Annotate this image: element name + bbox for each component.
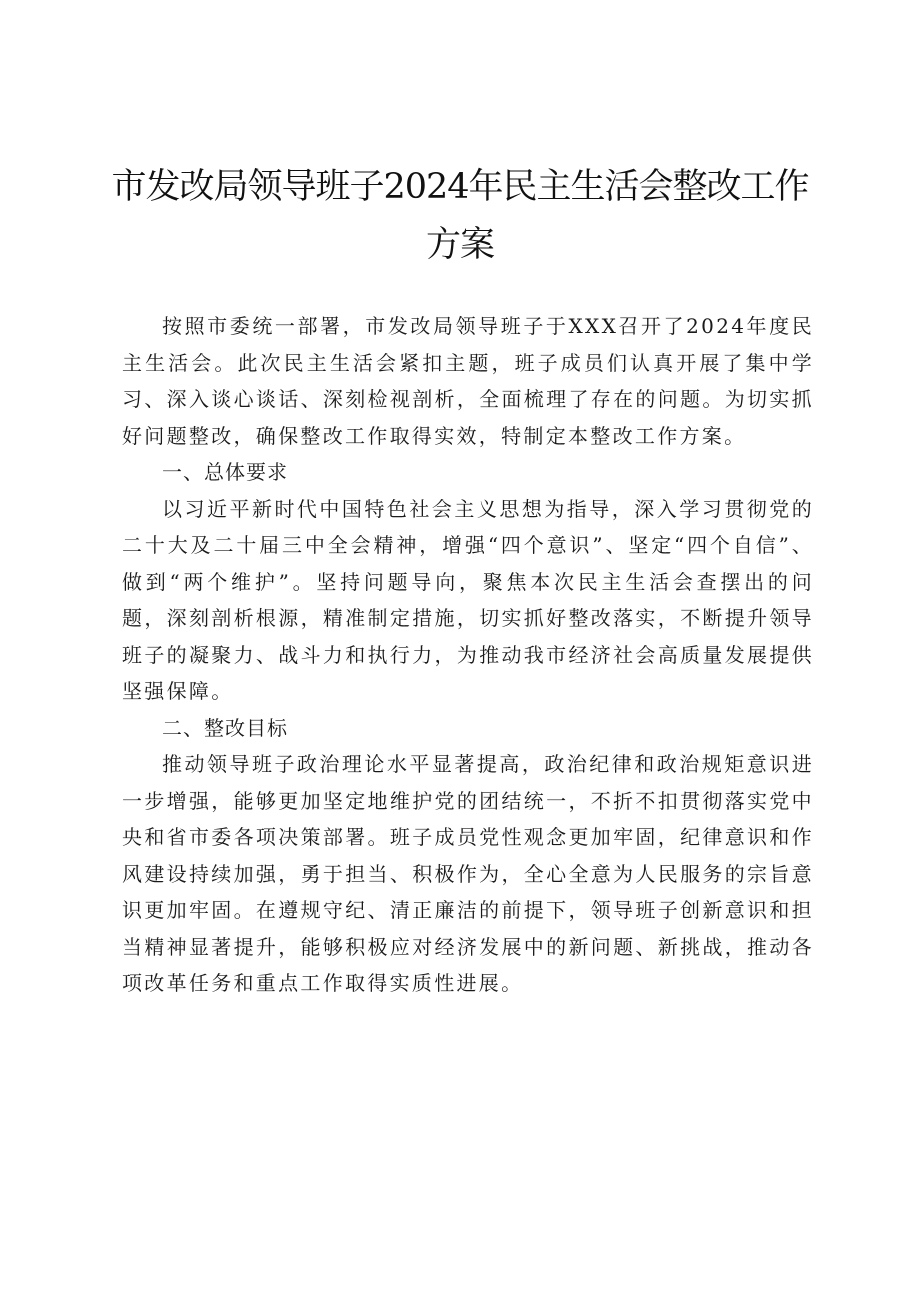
section-paragraph: 以习近平新时代中国特色社会主义思想为指导，深入学习贯彻党的二十大及二十届三中全会精神，增强“四个意识”、坚定“四个自信”、做到“两个维护”。坚持问题导向，聚焦本次民主生活会查摆出的问题，深刻剖析根源，精准制定措施，切实抓好整改落实，不断提升领导班子的凝聚力、战斗力和执行力，为推动我市经济社会高质量发展提供坚强保障。: [122, 496, 814, 703]
section-rectification-goals: [122, 710, 814, 1002]
section-general-requirements: [122, 454, 814, 710]
section-heading: 一、总体要求: [162, 460, 288, 484]
section-paragraph: 推动领导班子政治理论水平显著提高，政治纪律和政治规矩意识进一步增强，能够更加坚定地维护党的团结统一，不折不扣贯彻落实党中央和省市委各项决策部署。班子成员党性观念更加牢固，纪律意识和作风建设持续加强，勇于担当、积极作为，全心全意为人民服务的宗旨意识更加牢固。在遵规守纪、清正廉洁的前提下，领导班子创新意识和担当精神显著提升，能够积极应对经济发展中的新问题、新挑战，推动各项改革任务和重点工作取得实质性进展。: [122, 752, 814, 995]
section-heading: 二、整改目标: [162, 715, 288, 740]
document-body: [122, 308, 814, 1002]
intro-paragraph: 按照市委统一部署，市发改局领导班子于XXX召开了2024年度民主生活会。此次民主生活会紧扣主题，班子成员们认真开展了集中学习、深入谈心谈话、深刻检视剖析，全面梳理了存在的问题。为切实抓好问题整改，确保整改工作取得实效，特制定本整改工作方案。: [122, 314, 814, 448]
document-title: 市发改局领导班子2024年民主生活会整改工作方案: [111, 167, 809, 265]
